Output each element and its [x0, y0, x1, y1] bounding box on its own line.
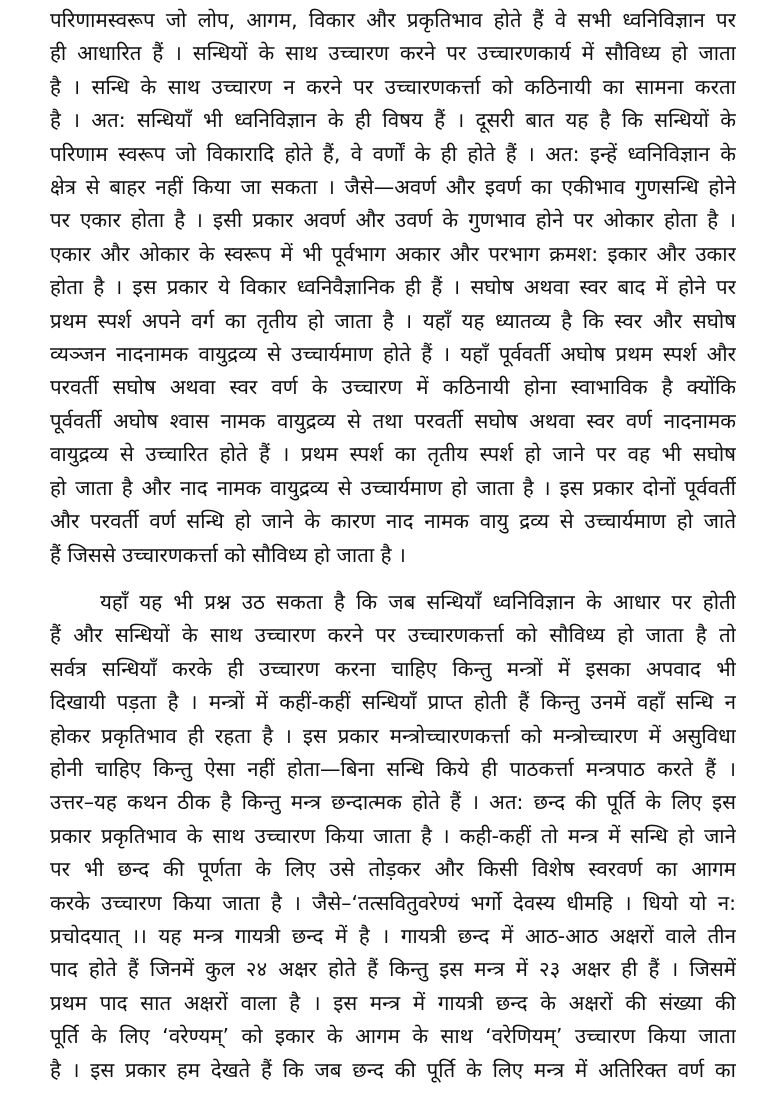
text-line: है । सन्धि के साथ उच्चारण न करने पर उच्चारणकर्त्ता को कठिनायी का सामना करता — [50, 74, 736, 99]
text-line: एकार और ओकार के स्वरूप में भी पूर्वभाग अकार और परभाग क्रमश: इकार और उकार — [50, 241, 736, 266]
text-line: प्रथम पाद सात अक्षरों वाला है । इस मन्त्र में गायत्री छन्द के अक्षरों की संख्या की — [50, 990, 736, 1015]
text-line: पर एकार होता है । इसी प्रकार अवर्ण और उवर्ण के गुणभाव होने पर ओकार होता है । — [50, 208, 736, 233]
text-line: वायुद्रव्य से उच्चारित होते हैं । प्रथम स्पर्श का तृतीय स्पर्श हो जाने पर वह भी सघोष — [50, 442, 736, 467]
text-line: क्षेत्र से बाहर नहीं किया जा सकता । जैसे—अवर्ण और इवर्ण का एकीभाव गुणसन्धि होने — [50, 175, 736, 200]
text-line: और परवर्ती वर्ण सन्धि हो जाने के कारण नाद नामक वायु द्रव्य से उच्चार्यमाण हो जाते — [50, 509, 736, 534]
text-line: ही आधारित हैं । सन्धियों के साथ उच्चारण करने पर उच्चारणकार्य में सौविध्य हो जाता — [50, 41, 736, 66]
text-line: परिणामस्वरूप जो लोप, आगम, विकार और प्रकृतिभाव होते हैं वे सभी ध्वनिविज्ञान पर — [50, 8, 736, 32]
paragraph-1 — [50, 4, 736, 572]
text-line: होनी चाहिए किन्तु ऐसा नहीं होता—बिना सन्धि किये ही पाठकर्त्ता मन्त्रपाठ करते हैं । — [50, 756, 736, 781]
text-line: पूर्ववर्ती अघोष श्वास नामक वायुद्रव्य से तथा परवर्ती सघोष अथवा स्वर वर्ण नादनामक — [50, 408, 736, 433]
text-line: प्रकार प्रकृतिभाव के साथ उच्चारण किया जाता है । कही-कहीं तो मन्त्र में सन्धि हो जाने — [50, 823, 736, 848]
text-line: उत्तर–यह कथन ठीक है किन्तु मन्त्र छन्दात्मक होते हैं । अत: छन्द की पूर्ति के लिए इस — [50, 790, 736, 815]
text-line: यहाँ यह भी प्रश्न उठ सकता है कि जब सन्धियाँ ध्वनिविज्ञान के आधार पर होती — [100, 589, 736, 614]
text-line: है । इस प्रकार हम देखते हैं कि जब छन्द की पूर्ति के लिए मन्त्र में अतिरिक्त वर्ण का — [50, 1057, 736, 1082]
text-line: होता है । इस प्रकार ये विकार ध्वनिवैज्ञानिक ही हैं । सघोष अथवा स्वर बाद में होने पर — [50, 275, 736, 300]
paragraph-2 — [50, 586, 736, 1087]
text-line: व्यञ्जन नादनामक वायुद्रव्य से उच्चार्यमाण होते हैं । यहाँ पूर्ववर्ती अघोष प्रथम स्पर्श और — [50, 342, 736, 367]
text-line: दिखायी पड़ता है । मन्त्रों में कहीं-कहीं सन्धियाँ प्राप्त होती हैं किन्तु उनमें वहाँ सन्धि न — [50, 690, 736, 715]
text-line: हो जाता है और नाद नामक वायुद्रव्य से उच्चार्यमाण हो जाता है । इस प्रकार दोनों पूर्ववर्ती — [50, 475, 736, 500]
text-line: सर्वत्र सन्धियाँ करके ही उच्चारण करना चाहिए किन्तु मन्त्रों में इसका अपवाद भी — [50, 656, 736, 681]
text-line: करके उच्चारण किया जाता है । जैसे–‘तत्सवितुवरेण्यं भर्गो देवस्य धीमहि । धियो यो न: — [50, 890, 736, 915]
text-line: परवर्ती सघोष अथवा स्वर वर्ण के उच्चारण में कठिनायी होना स्वाभाविक है क्योंकि — [50, 375, 736, 400]
text-line: हैं और सन्धियों के साथ उच्चारण करने पर उच्चारणकर्त्ता को सौविध्य हो जाता है तो — [50, 623, 736, 648]
text-line: पाद होते हैं जिनमें कुल २४ अक्षर होते हैं किन्तु इस मन्त्र में २३ अक्षर ही हैं । जिसमें — [50, 957, 736, 982]
text-line: परिणाम स्वरूप जो विकारादि होते हैं, वे वर्णों के ही होते हैं । अत: इन्हें ध्वनिविज्ञान के — [50, 141, 736, 166]
text-line: है । अत: सन्धियाँ भी ध्वनिविज्ञान के ही विषय हैं । दूसरी बात यह है कि सन्धियों के — [50, 108, 736, 133]
text-line: पर भी छन्द की पूर्णता के लिए उसे तोड़कर और किसी विशेष स्वरवर्ण का आगम — [50, 857, 736, 882]
text-line: प्रचोदयात् ।। यह मन्त्र गायत्री छन्द में है । गायत्री छन्द में आठ-आठ अक्षरों वाले तीन — [50, 923, 736, 948]
text-line: होकर प्रकृतिभाव ही रहता है । इस प्रकार मन्त्रोच्चारणकर्त्ता को मन्त्रोच्चारण में असुविधा — [50, 723, 736, 748]
text-line: हैं जिससे उच्चारणकर्त्ता को सौविध्य हो जाता है । — [50, 542, 406, 567]
text-line: पूर्ति के लिए ‘वरेण्यम्’ को इकार के आगम के साथ ‘वरेणियम्’ उच्चारण किया जाता — [50, 1024, 736, 1049]
text-line: प्रथम स्पर्श अपने वर्ग का तृतीय हो जाता है । यहाँ यह ध्यातव्य है कि स्वर और सघोष — [50, 308, 736, 333]
